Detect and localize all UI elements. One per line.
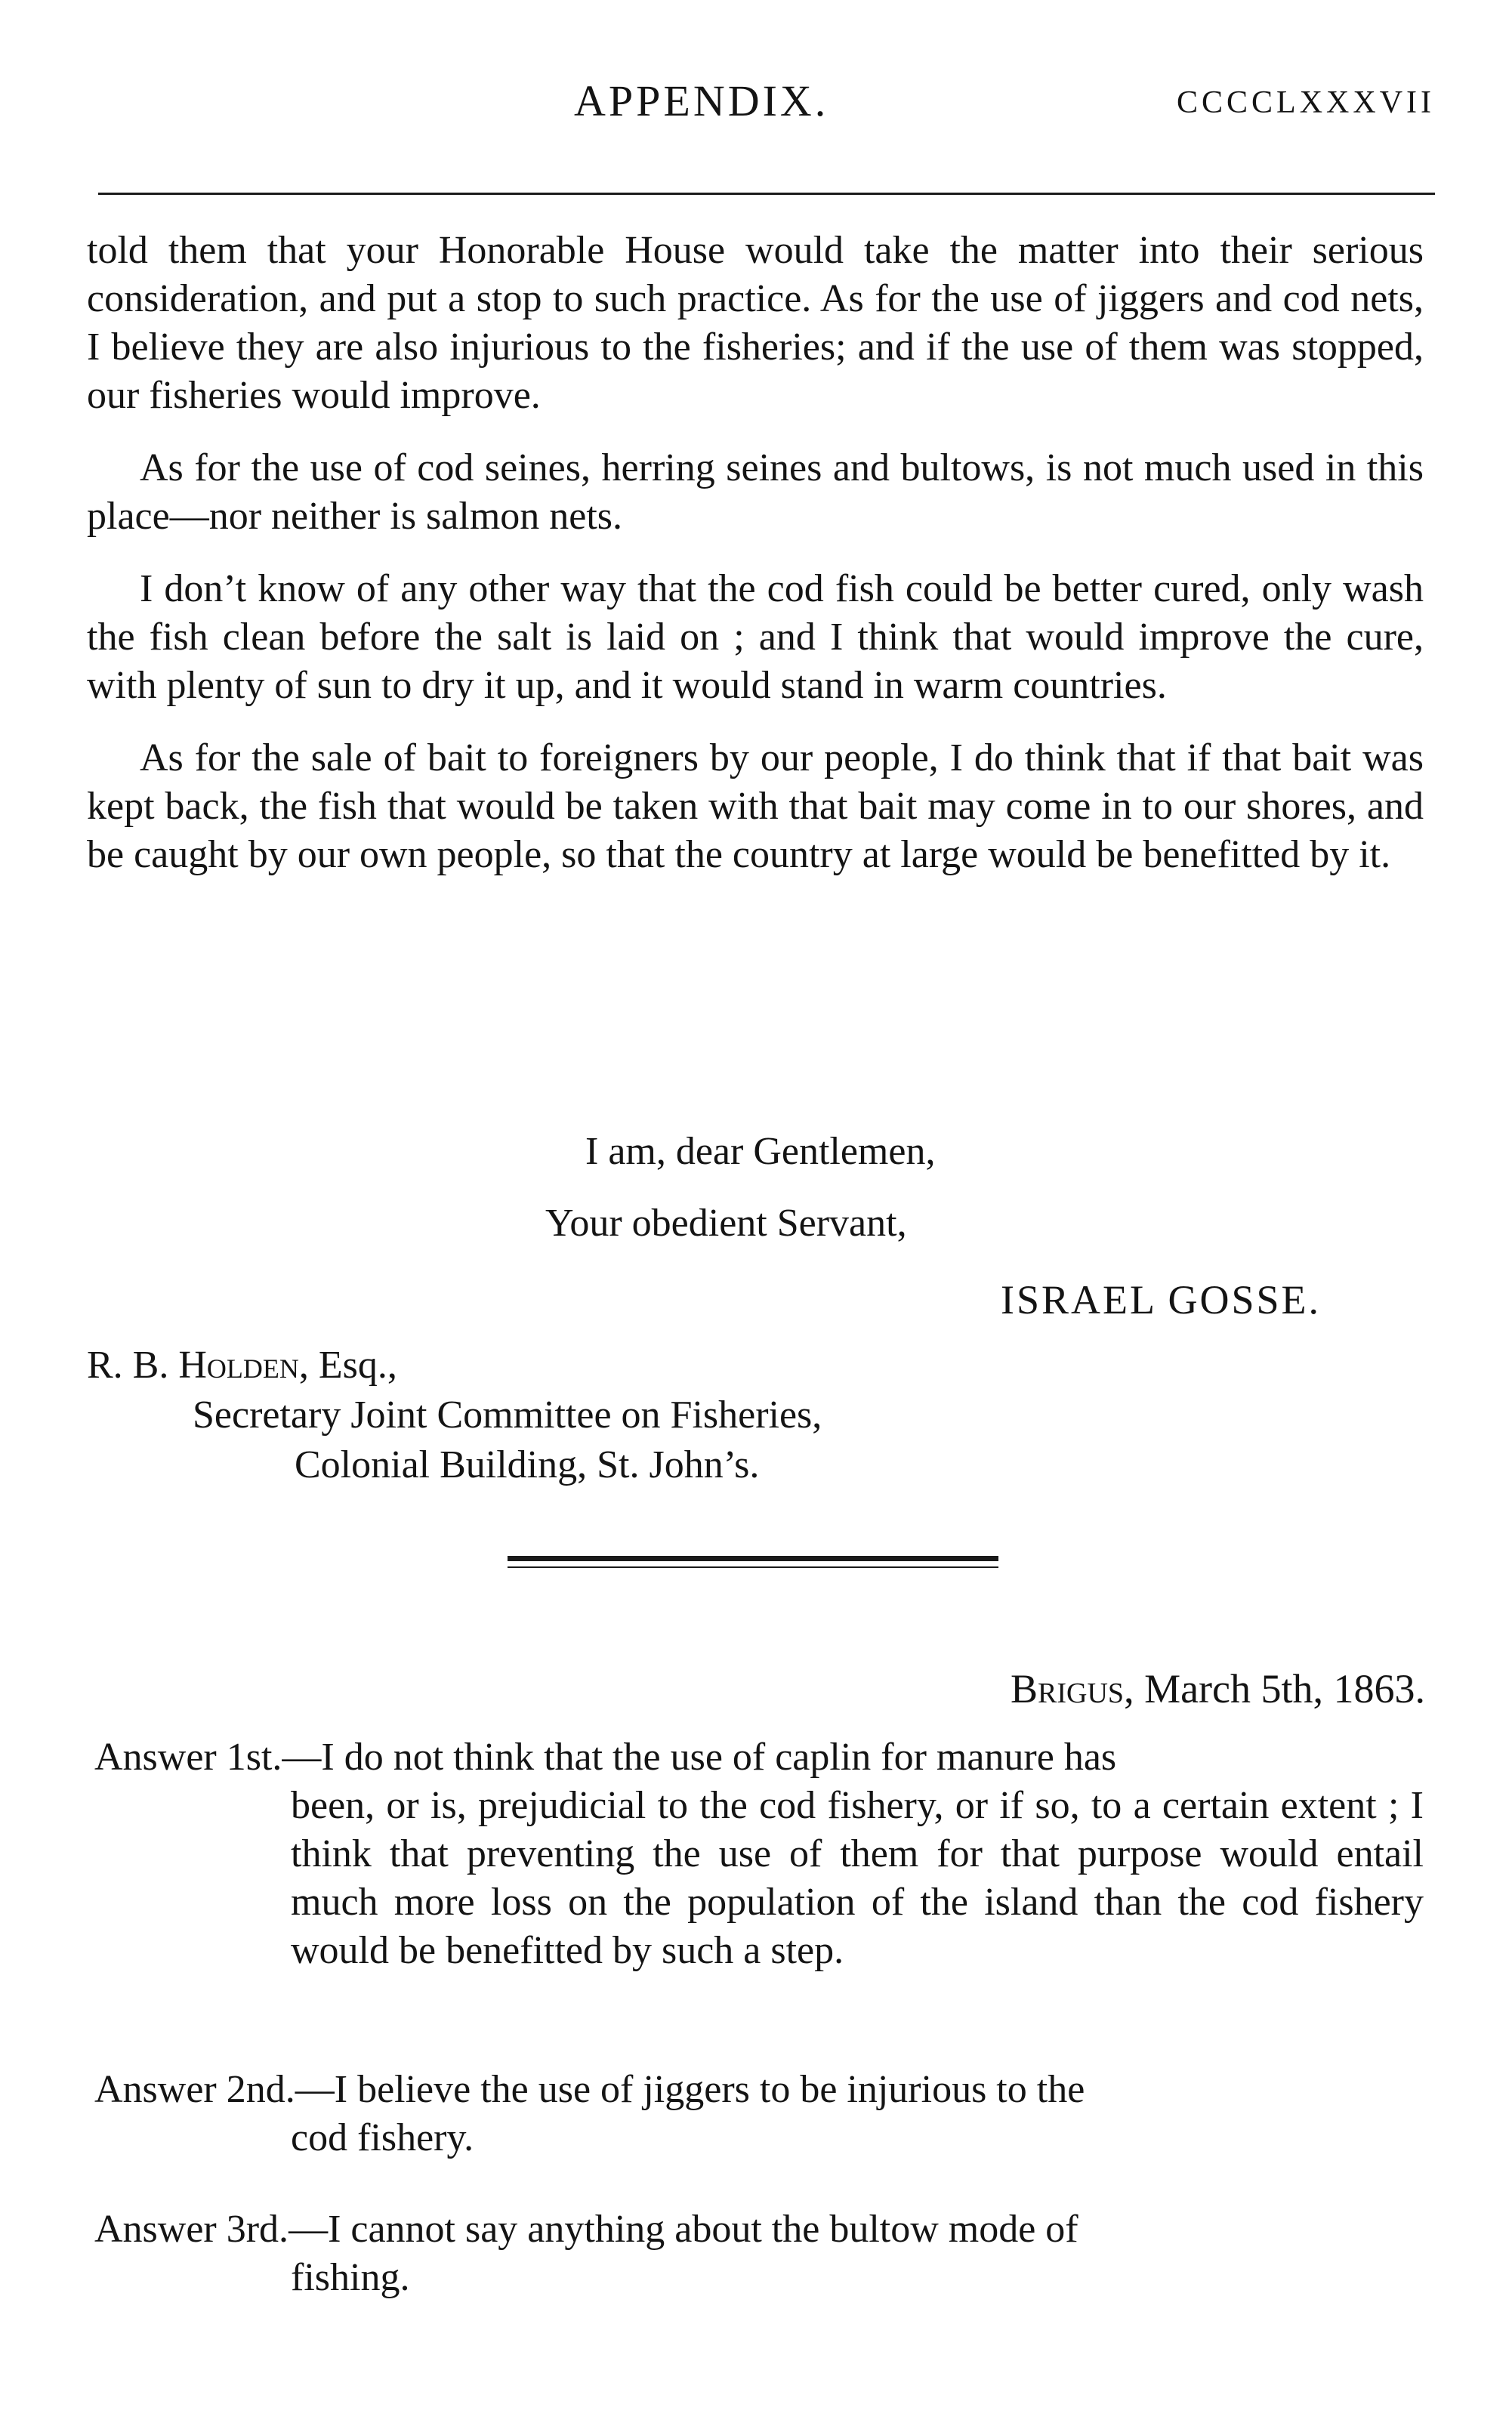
closing-salutation: I am, dear Gentlemen, (585, 1130, 936, 1173)
answer-3: Answer 3rd.—I cannot say anything about the bultow mode of fishing. (94, 2205, 1424, 2302)
paragraph-4: As for the sale of bait to foreigners by our people, I do think that if that bait was kept back, the fish that would be taken with that bait may come in to our shores, and be caught by our own people, so that the country at large would be benefitted by it. (87, 736, 1424, 876)
addressee-name: R. B. Holden, Esq., (87, 1344, 397, 1387)
answer-1-text: been, or is, prejudicial to the cod fishery, or if so, to a certain extent ; I think that preventing the use of them for that purpose would entail much more loss on the population of the island than the cod fishery would be benefitted by such a step. (291, 1784, 1424, 1972)
answer-3-label: Answer 3rd. (94, 2208, 289, 2251)
letter-body (87, 227, 1424, 903)
answer-2: Answer 2nd.—I believe the use of jiggers to be injurious to the cod fishery. (94, 2066, 1424, 2162)
answer-1: Answer 1st.—I do not think that the use of caplin for manure has been, or is, prejudicial to the cod fishery, or if so, to a certain extent ; I think that preventing the use of them for that purpose would entail much more loss on the population of the island than the cod fishery would be benefitted by such a step. (94, 1733, 1424, 1975)
paragraph-1: told them that your Honorable House would take the matter into their serious consideration, and put a stop to such practice. As for the use of jiggers and cod nets, I believe they are also injurious to the fisheries; and if the use of them was stopped, our fisheries would improve. (87, 229, 1424, 417)
paragraph-3: I don’t know of any other way that the cod fish could be better cured, only wash the fish clean before the salt is laid on ; and I think that would improve the cure, with plenty of sun to dry it up, and it would stand in warm countries. (87, 567, 1424, 707)
page-header (98, 76, 1435, 136)
closing-servant: Your obedient Servant, (545, 1202, 907, 1245)
page-number: CCCCLXXXVII (1176, 85, 1435, 120)
running-title: APPENDIX. (574, 76, 829, 125)
addressee-block (87, 1341, 822, 1490)
paragraph-2: As for the use of cod seines, herring seines and bultows, is not much used in this place—nor neither is salmon nets. (87, 446, 1424, 538)
answer-1-label: Answer 1st. (94, 1736, 282, 1779)
answer-3-text: fishing. (291, 2256, 410, 2299)
signature-name: ISRAEL GOSSE. (1001, 1277, 1322, 1323)
addressee-title: Secretary Joint Committee on Fisheries, (193, 1394, 822, 1437)
answer-2-label: Answer 2nd. (94, 2068, 295, 2111)
answer-2-text: cod fishery. (291, 2116, 474, 2159)
addressee-address: Colonial Building, St. John’s. (295, 1443, 760, 1486)
dateline: Brigus, March 5th, 1863. (1011, 1666, 1425, 1711)
header-rule (98, 193, 1435, 195)
section-divider (508, 1556, 998, 1568)
